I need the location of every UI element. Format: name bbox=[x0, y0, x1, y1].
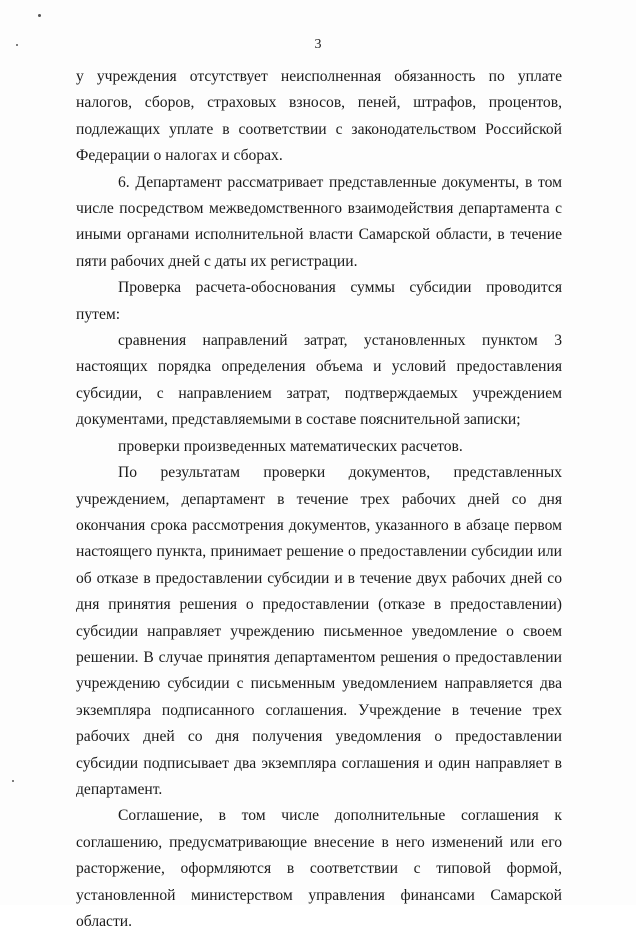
scan-speck bbox=[12, 780, 14, 782]
document-body bbox=[76, 64, 562, 935]
paragraph: Проверка расчета-обоснования суммы субсидии проводится путем: bbox=[76, 279, 562, 323]
paragraph: проверки произведенных математических расчетов. bbox=[118, 437, 463, 455]
paragraph: 6. Департамент рассматривает представленные документы, в том числе посредством межведомственного взаимодействия департамента с иными органами исполнительной власти Самарской области, в течение пяти рабочих дней с даты их регистрации. bbox=[76, 173, 562, 270]
page-number: 3 bbox=[314, 37, 322, 52]
paragraph: По результатам проверки документов, представленных учреждением, департамент в течение трех рабочих дней со дня окончания срока рассмотрения документов, указанного в абзаце первом настоящего пункта, принимает решение о предоставлении субсидии или об отказе в предоставлении субсидии и в течение двух рабочих дней со дня принятия решения о предоставлении (отказе в предоставлении) субсидии направляет учреждению письменное уведомление о своем решении. В случае принятия департаментом решения о предоставлении учреждению субсидии с письменным уведомлением направляется два экземпляра подписанного соглашения. Учреждение в течение трех рабочих дней со дня получения уведомления о предоставлении субсидии подписывает два экземпляра соглашения и один направляет в департамент. bbox=[76, 464, 562, 798]
scan-speck bbox=[38, 14, 41, 17]
paragraph: сравнения направлений затрат, установленных пунктом 3 настоящих порядка определения объема и условий предоставления субсидии, с направлением затрат, подтверждаемых учреждением документами, представляемыми в составе пояснительной записки; bbox=[76, 332, 562, 429]
paragraph: у учреждения отсутствует неисполненная обязанность по уплате налогов, сборов, страховых взносов, пеней, штрафов, процентов, подлежащих уплате в соответствии с законодательством Российской Федерации о налогах и сборах. bbox=[76, 68, 562, 165]
paragraph: Соглашение, в том числе дополнительные соглашения к соглашению, предусматривающие внесение в него изменений или его расторжение, оформляются в соответствии с типовой формой, установленной министерством управления финансами Самарской области. bbox=[76, 807, 562, 930]
